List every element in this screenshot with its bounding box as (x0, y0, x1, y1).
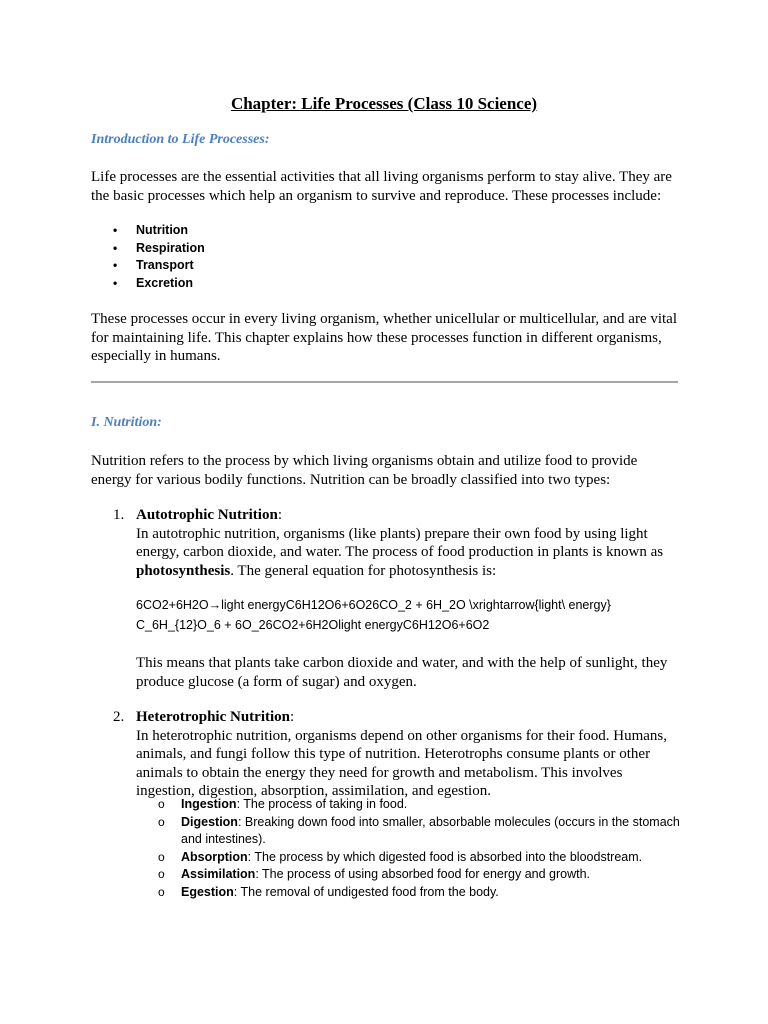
sub-bullet-icon: o (158, 884, 165, 899)
list-item: o Egestion: The removal of undigested food from the body. (136, 884, 681, 902)
heterotrophic-item: 2. Heterotrophic Nutrition: In heterotrophic nutrition, organisms depend on other organisms for their food. Humans, animals, and fungi follow this type of nutrition. Heterotrophs consume plants or other animals to obtain the energy they need for growth and metabolism. This involves ingestion, digestion, absorption, assimilation, and egestion. (113, 709, 668, 799)
life-processes-list (91, 222, 205, 292)
list-item: • Respiration (91, 240, 205, 258)
autotrophic-explanation: This means that plants take carbon dioxide and water, and with the help of sunlight, they produce glucose (a form of sugar) and oxygen. (136, 655, 668, 690)
list-item: • Nutrition (91, 222, 205, 240)
heterotrophic-description: In heterotrophic nutrition, organisms depend on other organisms for their food. Humans, animals, and fungi follow this type of nutrition. Heterotrophs consume plants or other animals to obtain the energy they need for growth and metabolism. This involves ingestion, digestion, absorption, assimilation, and egestion. (136, 727, 668, 799)
bullet-icon: • (113, 223, 118, 237)
list-item: o Digestion: Breaking down food into smaller, absorbable molecules (occurs in the stomach and intestines). (158, 814, 680, 846)
section-divider (91, 381, 678, 383)
intro-heading: Introduction to Life Processes: (91, 132, 270, 147)
item-number: 2. (113, 709, 125, 725)
list-item: o Assimilation: The process of using absorbed food for energy and growth. (136, 866, 681, 884)
bullet-icon: • (113, 258, 118, 272)
item-number: 1. (113, 507, 125, 523)
nutrition-heading: I. Nutrition: (91, 415, 162, 430)
autotrophic-item: 1. Autotrophic Nutrition: In autotrophic nutrition, organisms (like plants) prepare their own food by using light energy, carbon dioxide, and water. The process of food production in plants is known as photosynthesis. The general equation for photosynthesis is: (113, 507, 664, 579)
heterotrophic-term: Heterotrophic Nutrition (136, 709, 291, 725)
bullet-icon: • (113, 240, 118, 255)
sub-bullet-icon: o (158, 867, 165, 881)
sub-bullet-icon: o (158, 849, 165, 864)
autotrophic-term: Autotrophic Nutrition (136, 507, 278, 523)
list-item: • Transport (91, 257, 205, 275)
intro-closing-paragraph: These processes occur in every living organism, whether unicellular or multicellular, and are vital for maintaining life. This chapter explains how these processes function in different organisms, especially in humans. (91, 311, 678, 364)
sub-bullet-icon: o (158, 797, 165, 811)
autotrophic-description: In autotrophic nutrition, organisms (like plants) prepare their own food by using light energy, carbon dioxide, and water. The process of food production in plants is known as (136, 525, 664, 560)
nutrition-paragraph: Nutrition refers to the process by which living organisms obtain and utilize food to provide energy for various bodily functions. Nutrition can be broadly classified into two types: (91, 453, 638, 488)
heterotrophic-steps-list (136, 796, 681, 901)
page-title: Chapter: Life Processes (Class 10 Science) (230, 94, 538, 113)
photosynthesis-equation: 6CO2+6H2O→light energyC6H12O6+6O26CO_2 + 6H_2O \xrightarrow{light\ energy} C_6H_{12}O_6 + 6O_26CO2+6H2Olight energyC6H12O6+6O2 (136, 598, 611, 632)
list-item: o Absorption: The process by which digested food is absorbed into the bloodstream. (136, 849, 681, 867)
sub-bullet-icon: o (158, 814, 165, 829)
list-item: • Excretion (91, 275, 205, 293)
bullet-icon: • (113, 275, 118, 290)
photosynthesis-term: photosynthesis (136, 562, 231, 579)
list-item: o Ingestion: The process of taking in food. (136, 796, 681, 814)
intro-paragraph: Life processes are the essential activities that all living organisms perform to stay alive. They are the basic processes which help an organism to survive and reproduce. These processes include: (91, 169, 672, 204)
